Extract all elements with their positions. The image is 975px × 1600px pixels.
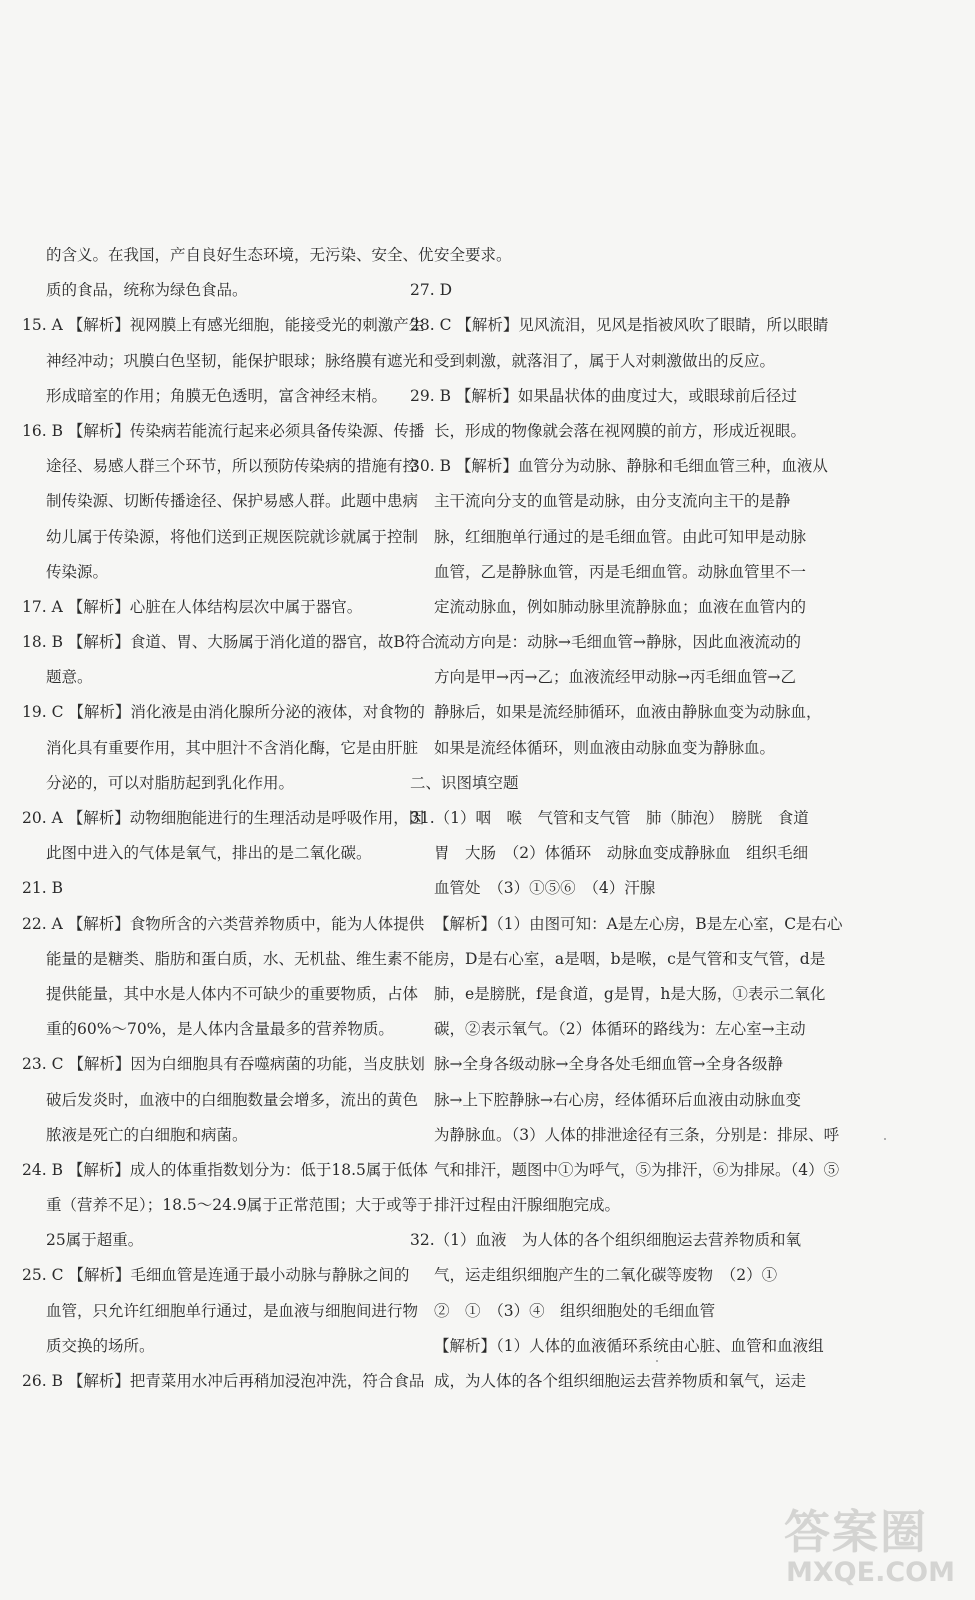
text-line: 幼儿属于传染源，将他们送到正规医院就诊就属于控制 (46, 527, 419, 546)
text-line: 16. B 【解析】传染病若能流行起来必须具备传染源、传播 (22, 421, 425, 440)
text-line: 传染源。 (46, 562, 109, 581)
text-line: 23. C 【解析】因为白细胞具有吞噬病菌的功能，当皮肤划 (22, 1055, 425, 1074)
scan-speck (884, 1138, 886, 1140)
text-line: 排汗过程由汗腺细胞完成。 (434, 1196, 621, 1215)
text-line: 32.（1）血液 为人体的各个组织细胞运去营养物质和氧 (410, 1231, 802, 1250)
text-line: 25. C 【解析】毛细血管是连通于最小动脉与静脉之间的 (22, 1266, 410, 1285)
text-line: 血管，乙是静脉血管，丙是毛细血管。动脉血管里不一 (434, 562, 807, 581)
text-line: 脉→全身各级动脉→全身各处毛细血管→全身各级静 (434, 1055, 783, 1074)
text-line: 神经冲动；巩膜白色坚韧，能保护眼球；脉络膜有遮光和 (46, 351, 434, 370)
text-line: 二、识图填空题 (410, 773, 519, 792)
text-line: 30. B 【解析】血管分为动脉、静脉和毛细血管三种，血液从 (410, 457, 828, 476)
text-line: 方向是甲→丙→乙；血液流经甲动脉→丙毛细血管→乙 (434, 668, 796, 687)
text-line: 安全要求。 (434, 246, 512, 264)
text-line: 能量的是糖类、脂肪和蛋白质，水、无机盐、维生素不能 (46, 949, 434, 968)
text-line: 质交换的场所。 (46, 1336, 155, 1355)
text-line: 血管处 （3）①⑤⑥ （4）汗腺 (434, 879, 656, 898)
text-line: 房，D是右心室，a是咽，b是喉，c是气管和支气管，d是 (434, 949, 826, 968)
text-line: 题意。 (46, 668, 93, 687)
text-line: 提供能量，其中水是人体内不可缺少的重要物质，占体 (46, 984, 419, 1003)
watermark-top-text: 答案圈 (784, 1505, 928, 1559)
text-line: 19. C 【解析】消化液是由消化腺所分泌的液体，对食物的 (22, 703, 425, 722)
text-line: 18. B 【解析】食道、胃、大肠属于消化道的器官，故B符合 (22, 633, 436, 652)
text-line: 20. A 【解析】动物细胞能进行的生理活动是呼吸作用，因 (22, 809, 425, 827)
right-column (410, 238, 843, 1399)
watermark-logo (780, 1506, 970, 1594)
text-line: 重（营养不足）；18.5～24.9属于正常范围；大于或等于 (46, 1196, 433, 1215)
text-line: 此图中进入的气体是氧气，排出的是二氧化碳。 (46, 844, 372, 863)
text-line: 流动方向是：动脉→毛细血管→静脉，因此血液流动的 (434, 633, 801, 652)
text-line: 长，形成的物像就会落在视网膜的前方，形成近视眼。 (434, 421, 807, 440)
text-line: 受到刺激，就落泪了，属于人对刺激做出的反应。 (434, 351, 776, 370)
text-line: 气，运走组织细胞产生的二氧化碳等废物 （2）① (434, 1266, 778, 1285)
text-line: 制传染源、切断传播途径、保护易感人群。此题中患病 (46, 492, 419, 511)
text-line: 17. A 【解析】心脏在人体结构层次中属于器官。 (22, 597, 363, 616)
text-line: 定流动脉血，例如肺动脉里流静脉血；血液在血管内的 (434, 597, 807, 616)
watermark-bottom-text: MXQE.COM (786, 1557, 955, 1588)
text-line: 15. A 【解析】视网膜上有感光细胞，能接受光的刺激产生 (22, 316, 425, 335)
text-line: 31.（1）咽 喉 气管和支气管 肺（肺泡） 膀胱 食道 (410, 809, 809, 827)
text-line: 血管，只允许红细胞单行通过，是血液与细胞间进行物 (46, 1301, 419, 1320)
text-line: 的含义。在我国，产自良好生态环境，无污染、安全、优 (46, 246, 434, 264)
text-line: 消化具有重要作用，其中胆汁不含消化酶，它是由肝脏 (46, 738, 419, 757)
text-line: 胃 大肠 （2）体循环 动脉血变成静脉血 组织毛细 (434, 844, 809, 863)
text-line: 28. C 【解析】见风流泪，见风是指被风吹了眼睛，所以眼睛 (410, 316, 829, 335)
text-line: 24. B 【解析】成人的体重指数划分为：低于18.5属于低体 (22, 1160, 428, 1179)
text-line: 重的60%～70%，是人体内含量最多的营养物质。 (46, 1020, 394, 1039)
text-line: 形成暗室的作用；角膜无色透明，富含神经末梢。 (46, 386, 388, 405)
scan-speck (656, 1360, 658, 1362)
text-line: 质的食品，统称为绿色食品。 (46, 281, 248, 300)
text-line: 碳，②表示氧气。（2）体循环的路线为：左心室→主动 (434, 1020, 806, 1039)
text-line: ② ① （3）④ 组织细胞处的毛细血管 (434, 1301, 716, 1320)
text-line: 脓液是死亡的白细胞和病菌。 (46, 1125, 248, 1144)
text-line: 分泌的，可以对脂肪起到乳化作用。 (46, 773, 295, 792)
text-line: 【解析】（1）由图可知：A是左心房，B是左心室，C是右心 (434, 914, 843, 933)
text-line: 26. B 【解析】把青菜用水冲后再稍加浸泡冲洗，符合食品 (22, 1372, 425, 1390)
text-line: 途径、易感人群三个环节，所以预防传染病的措施有控 (46, 457, 419, 476)
text-line: 脉，红细胞单行通过的是毛细血管。由此可知甲是动脉 (434, 527, 807, 546)
text-line: 为静脉血。（3）人体的排泄途径有三条，分别是：排尿、呼 (434, 1125, 840, 1144)
text-line: 肺，e是膀胱，f是食道，g是胃，h是大肠，①表示二氧化 (434, 984, 826, 1003)
text-line: 【解析】（1）人体的血液循环系统由心脏、血管和血液组 (434, 1336, 824, 1355)
text-line: 29. B 【解析】如果晶状体的曲度过大，或眼球前后径过 (410, 386, 797, 405)
text-line: 成，为人体的各个组织细胞运去营养物质和氧气，运走 (434, 1372, 807, 1390)
text-line: 如果是流经体循环，则血液由动脉血变为静脉血。 (434, 738, 776, 757)
text-line: 22. A 【解析】食物所含的六类营养物质中，能为人体提供 (22, 914, 425, 933)
text-line: 21. B (22, 879, 63, 898)
text-line: 25属于超重。 (46, 1231, 144, 1250)
text-line: 主干流向分支的血管是动脉，由分支流向主干的是静 (434, 492, 791, 511)
text-line: 破后发炎时，血液中的白细胞数量会增多，流出的黄色 (46, 1090, 419, 1109)
text-line: 脉→上下腔静脉→右心房，经体循环后血液由动脉血变 (434, 1090, 801, 1109)
text-line: 气和排汗，题图中①为呼气，⑤为排汗，⑥为排尿。（4）⑤ (434, 1160, 840, 1179)
text-line: 27. D (410, 281, 453, 300)
text-line: 静脉后，如果是流经肺循环，血液由静脉血变为动脉血， (434, 703, 822, 722)
